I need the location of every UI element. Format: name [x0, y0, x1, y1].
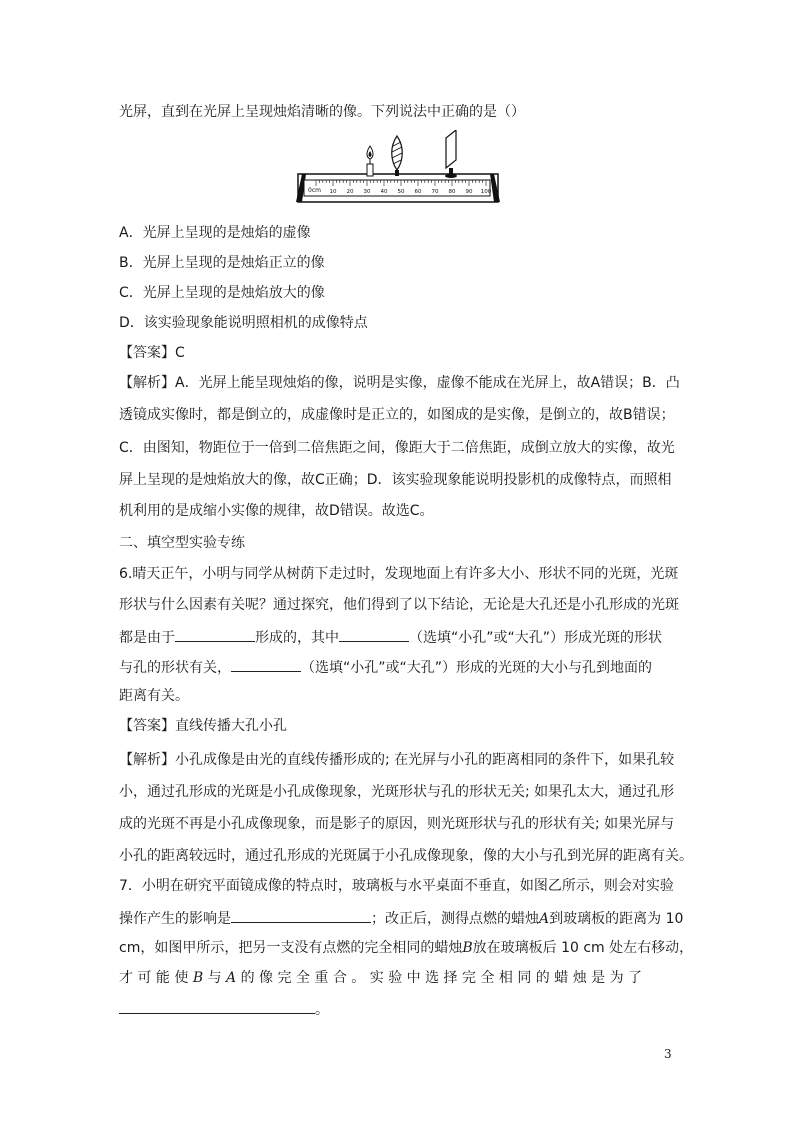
- answer-blank[interactable]: [231, 656, 301, 672]
- candle-icon: [367, 146, 373, 176]
- answer-blank[interactable]: [231, 907, 371, 923]
- q7-text: cm，如图甲所示，把另一支没有点燃的完全相同的蜡烛: [119, 940, 463, 956]
- q6-text: （选填“小孔”或“大孔”）形成的光斑的大小与孔到地面的: [301, 660, 653, 676]
- q5-analysis-line: 机利用的是成缩小实像的规律，故D错误。故选C。: [119, 503, 434, 519]
- q7-line: [119, 907, 683, 929]
- option-b: B．光屏上呈现的是烛焰正立的像: [119, 255, 325, 271]
- q7-text: 到玻璃板的距离为 10: [549, 911, 684, 927]
- ruler-tick-label: 70: [431, 189, 439, 195]
- answer-blank[interactable]: [119, 998, 315, 1014]
- q6-analysis-line: 小孔的距离较远时，通过孔形成的光斑属于小孔成像现象，像的大小与孔到光屏的距离有关。: [119, 848, 693, 864]
- page-number: 3: [664, 1047, 672, 1061]
- option-d: D．该实验现象能说明照相机的成像特点: [119, 315, 368, 331]
- q7-text: 的 像 完 全 重 合 。 实 验 中 选 择 完 全 相 同 的 蜡 烛 是 为 了: [240, 970, 643, 986]
- q5-analysis-line: 透镜成实像时，都是倒立的，成虚像时是正立的，如图成的是实像，是倒立的，故B错误；: [119, 407, 675, 423]
- ruler-tick-label: 50: [397, 189, 405, 195]
- answer-blank[interactable]: [175, 626, 255, 642]
- q7-text: ；改正后，测得点燃的蜡烛: [371, 911, 539, 927]
- variable-b: B: [462, 940, 473, 956]
- variable-b: B: [192, 970, 204, 986]
- q6-line: 距离有关。: [119, 688, 189, 704]
- q6-text: （选填“小孔”或“大孔”）形成光斑的形状: [409, 630, 663, 646]
- q6-text: 形成的，其中: [255, 630, 339, 646]
- ruler-tick-label: 80: [448, 189, 456, 195]
- q6-answer: 【答案】直线传播大孔小孔: [119, 718, 287, 734]
- q6-line: [119, 656, 652, 678]
- ruler-tick-label: 20: [346, 189, 354, 195]
- convex-lens-icon: [392, 136, 403, 176]
- q7-text: 才 可 能 使: [119, 970, 189, 986]
- q6-analysis-line: 【解析】小孔成像是由光的直线传播形成的; 在光屏与小孔的距离相同的条件下，如果孔较: [119, 752, 675, 768]
- q6-line: [119, 626, 662, 648]
- q5-analysis-line: C．由图知，物距位于一倍到二倍焦距之间，像距大于二倍焦距，成倒立放大的实像，故光: [119, 440, 675, 456]
- light-screen-icon: [445, 130, 457, 178]
- q7-text: 。: [315, 1002, 329, 1018]
- q7-text: 操作产生的影响是: [119, 911, 231, 927]
- q7-line: [119, 968, 642, 988]
- q6-analysis-line: 成的光斑不再是小孔成像现象，而是影子的原因，则光斑形状与孔的形状有关; 如果光屏与: [119, 816, 675, 832]
- ruler-tick-label: 40: [380, 189, 388, 195]
- q6-analysis-line: 小，通过孔形成的光斑是小孔成像现象，光斑形状与孔的形状无关; 如果孔太大，通过孔形: [119, 784, 675, 800]
- q5-analysis-line: 屏上呈现的是烛焰放大的像，故C正确；D．该实验现象能说明投影机的成像特点，而照相: [119, 472, 672, 488]
- q6-line: 6.晴天正午，小明与同学从树荫下走过时，发现地面上有许多大小、形状不同的光斑，光斑: [119, 566, 679, 582]
- option-a: A．光屏上呈现的是烛焰的虚像: [119, 225, 311, 241]
- section-title: 二、填空型实验专练: [119, 535, 245, 551]
- q5-answer: 【答案】C: [119, 345, 185, 361]
- answer-blank[interactable]: [339, 626, 409, 642]
- q5-continuation-text: 光屏，直到在光屏上呈现烛焰清晰的像。下列说法中正确的是（）: [119, 104, 525, 120]
- q6-line: 形状与什么因素有关呢？通过探究，他们得到了以下结论，无论是大孔还是小孔形成的光斑: [119, 597, 679, 613]
- optical-bench-figure: [296, 130, 500, 208]
- ruler-tick-label: 60: [414, 189, 422, 195]
- ruler-tick-label: 30: [363, 189, 371, 195]
- q7-text: 与: [207, 970, 222, 986]
- q6-text: 与孔的形状有关，: [119, 660, 231, 676]
- q7-line: 7．小明在研究平面镜成像的特点时，玻璃板与水平桌面不垂直，如图乙所示，则会对实验: [119, 878, 674, 894]
- variable-a: A: [539, 911, 550, 927]
- q7-line: [119, 938, 693, 958]
- q7-line: [119, 998, 329, 1020]
- ruler-tick-label: 90: [465, 189, 473, 195]
- q5-analysis-line: 【解析】A．光屏上能呈现烛焰的像，说明是实像，虚像不能成在光屏上，故A错误；B．凸: [119, 375, 680, 391]
- ruler-tick-label: 10: [329, 189, 337, 195]
- ruler-tick-label: 100: [480, 189, 492, 195]
- variable-a: A: [226, 970, 237, 986]
- ruler-unit-label: 0cm: [308, 187, 321, 194]
- option-c: C．光屏上呈现的是烛焰放大的像: [119, 285, 325, 301]
- q6-text: 都是由于: [119, 630, 175, 646]
- q7-text: 放在玻璃板后 10 cm 处左右移动，: [472, 940, 694, 956]
